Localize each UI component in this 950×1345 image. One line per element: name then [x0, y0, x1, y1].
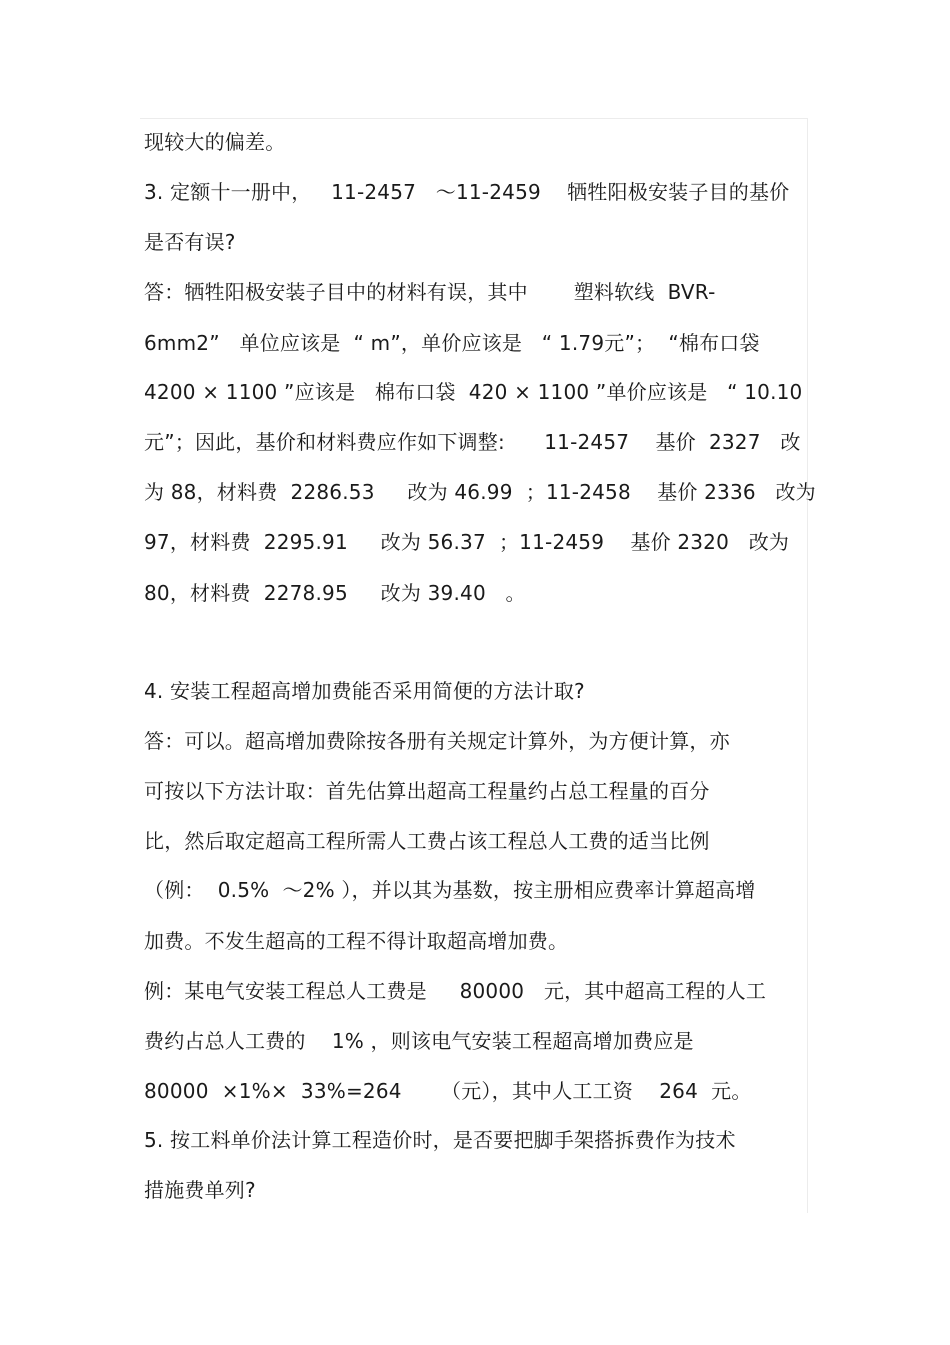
text-line: 措施费单列? — [144, 1178, 256, 1202]
text-line: 6mm2” 单位应该是 “ m”，单价应该是 “ 1.79元”； “棉布口袋 — [144, 331, 760, 355]
text-line: 元”；因此，基价和材料费应作如下调整: 11-2457 基价 2327 改 — [144, 430, 801, 454]
text-line: 费约占总人工费的 1% ，则该电气安装工程超高增加费应是 — [144, 1029, 694, 1053]
question-3-heading: 3. 定额十一册中， 11-2457 ～11-2459 牺牲阳极安装子目的基价 — [144, 180, 790, 204]
text-line: 4200 × 1100 ”应该是 棉布口袋 420 × 1100 ”单价应该是 “ 10.10 — [144, 380, 803, 404]
question-4-heading: 4. 安装工程超高增加费能否采用简便的方法计取? — [144, 679, 585, 703]
question-5-heading: 5. 按工料单价法计算工程造价时，是否要把脚手架搭拆费作为技术 — [144, 1128, 736, 1152]
text-line: 现较大的偏差。 — [144, 130, 286, 154]
text-line: （例： 0.5% ～2% ），并以其为基数，按主册相应费率计算超高增 — [144, 878, 756, 902]
text-line: 80，材料费 2278.95 改为 39.40 。 — [144, 581, 526, 605]
text-line: 比，然后取定超高工程所需人工费占该工程总人工费的适当比例 — [144, 829, 710, 853]
answer-3-text: 答：牺牲阳极安装子目中的材料有误，其中 塑料软线 BVR- — [144, 280, 716, 304]
text-line: 80000 ×1%× 33%=264 （元），其中人工工资 264 元。 — [144, 1079, 752, 1103]
text-line: 可按以下方法计取：首先估算出超高工程量约占总工程量的百分 — [144, 779, 710, 803]
text-line: 为 88，材料费 2286.53 改为 46.99 ；11-2458 基价 2336 改为 — [144, 480, 816, 504]
answer-4-text: 答：可以。超高增加费除按各册有关规定计算外，为方便计算，亦 — [144, 729, 730, 753]
text-line: 97，材料费 2295.91 改为 56.37 ；11-2459 基价 2320 改为 — [144, 530, 790, 554]
text-line: 加费。不发生超高的工程不得计取超高增加费。 — [144, 929, 569, 953]
text-line: 是否有误? — [144, 230, 236, 254]
example-text: 例：某电气安装工程总人工费是 80000 元，其中超高工程的人工 — [144, 979, 767, 1003]
